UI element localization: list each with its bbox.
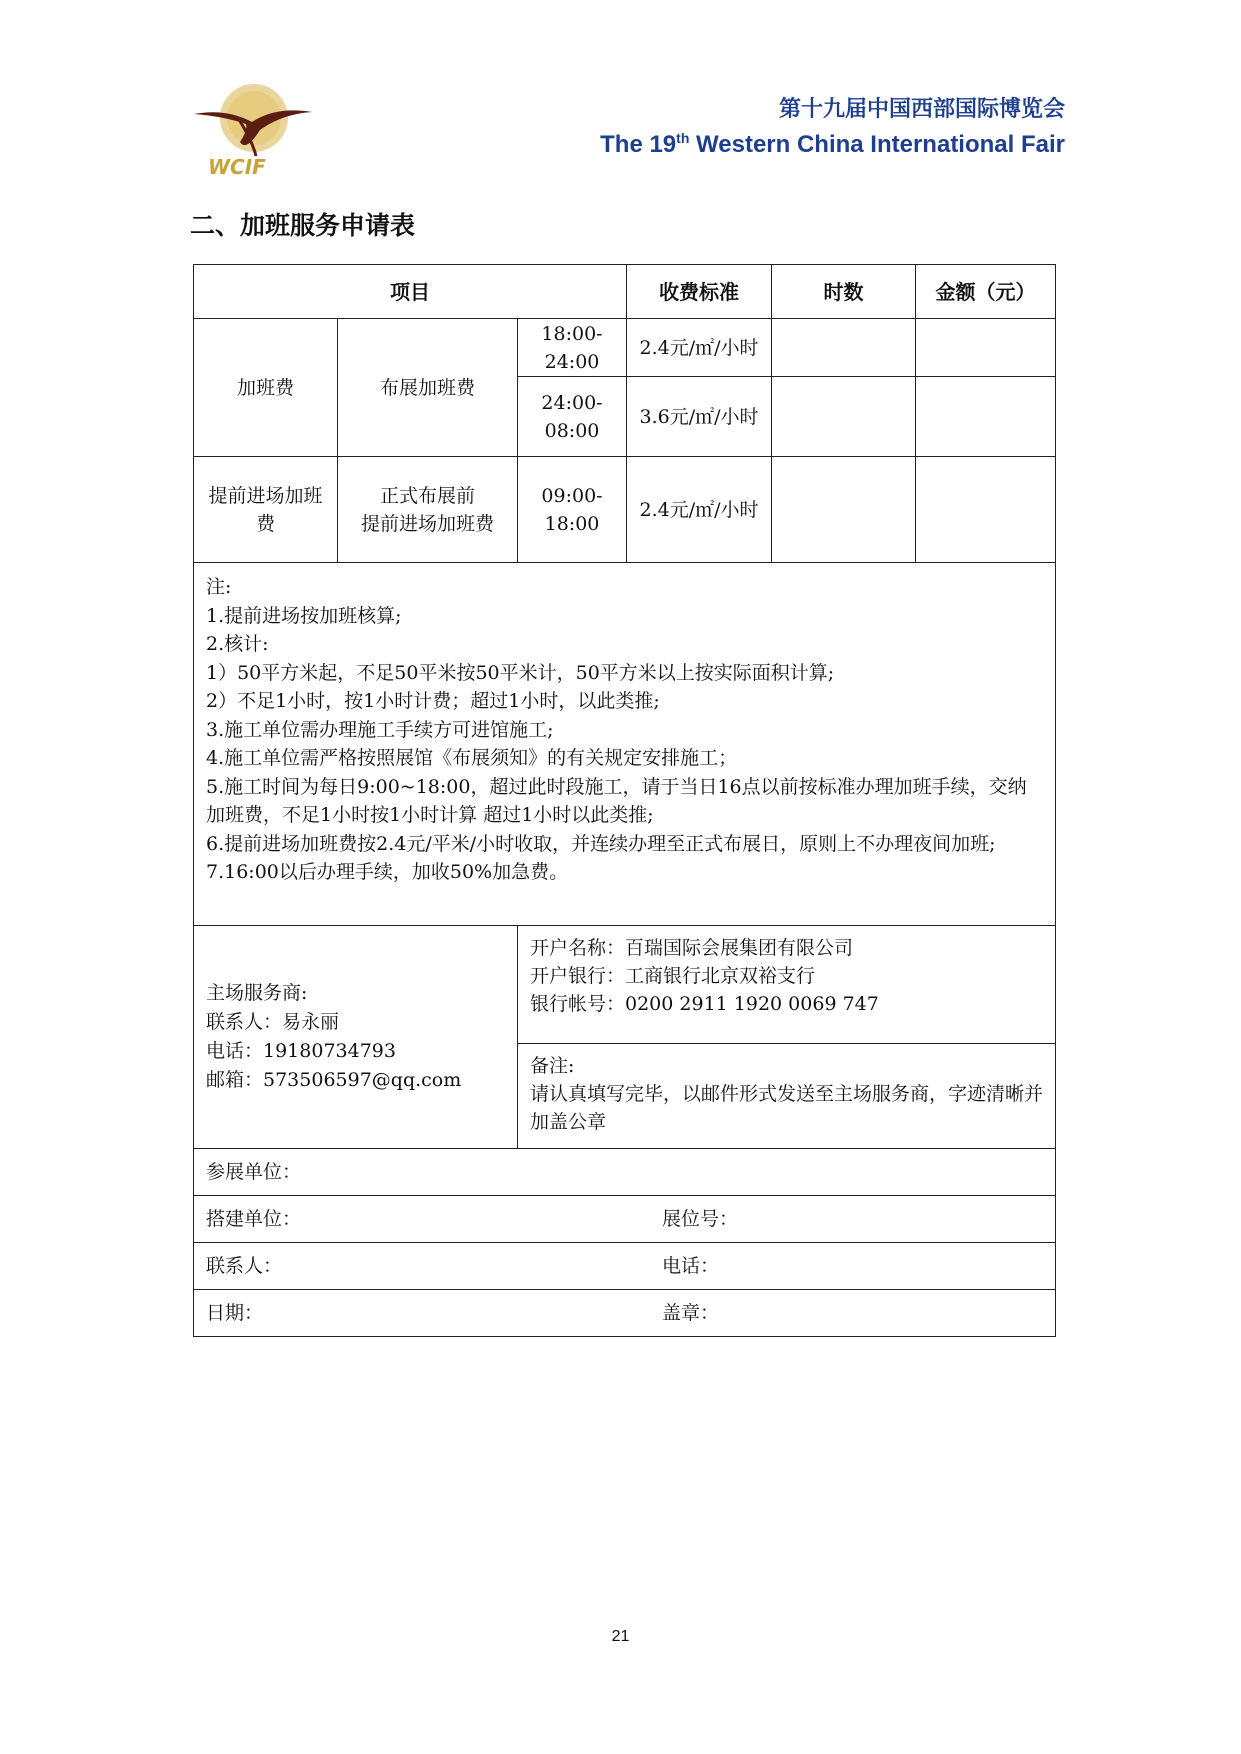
seal-field[interactable]: 盖章： (662, 1302, 720, 1324)
time-range: 09:00-18:00 (518, 457, 627, 563)
notes-cell (194, 563, 1056, 926)
section-title: 二、加班服务申请表 (190, 211, 416, 240)
fair-title-en (600, 130, 1065, 159)
table-row (194, 457, 1056, 563)
wcif-logo (186, 78, 316, 178)
note-line: 1.提前进场按加班核算; (206, 604, 402, 627)
bank-branch: 开户银行：工商银行北京双裕支行 (530, 965, 816, 987)
booth-field[interactable]: 展位号： (662, 1208, 739, 1230)
subitem-early-entry (338, 457, 518, 563)
date-row (194, 1290, 1056, 1337)
builder-field[interactable]: 搭建单位： (206, 1208, 302, 1230)
note-line: 6.提前进场加班费按2.4元/平米/小时收取，并连续办理至正式布展日，原则上不办理夜间加班; (206, 832, 996, 855)
note-line: 5.施工时间为每日9:00~18:00，超过此时段施工，请于当日16点以前按标准办理加班手续，交纳加班费，不足1小时按1小时计算 超过1小时以此类推; (206, 775, 1027, 826)
category-overtime: 加班费 (194, 319, 338, 457)
fair-title-cn: 第十九届中国西部国际博览会 (778, 97, 1065, 122)
subitem-setup-overtime: 布展加班费 (338, 319, 518, 457)
fee-rate: 2.4元/㎡/小时 (627, 457, 772, 563)
service-row (194, 926, 1056, 1044)
hours-input[interactable] (772, 319, 916, 377)
fee-rate: 2.4元/㎡/小时 (627, 319, 772, 377)
hours-input[interactable] (772, 457, 916, 563)
note-line: 2.核计: (206, 633, 269, 655)
header-fee-standard: 收费标准 (627, 265, 772, 319)
exhibitor-row (194, 1149, 1056, 1196)
exhibitor-field[interactable]: 参展单位： (194, 1149, 1056, 1196)
service-email: 邮箱：573506597@qq.com (206, 1069, 462, 1091)
contact-tel-cell (194, 1243, 1056, 1290)
note-line: 4.施工单位需严格按照展馆《布展须知》的有关规定安排施工； (206, 747, 738, 769)
header-amount: 金额（元） (916, 265, 1056, 319)
service-phone: 电话：19180734793 (206, 1040, 396, 1062)
note-line: 7.16:00以后办理手续，加收50%加急费。 (206, 861, 569, 883)
remark-cell (518, 1044, 1056, 1149)
service-contact: 联系人：易永丽 (206, 1011, 340, 1033)
contact-row (194, 1243, 1056, 1290)
builder-row (194, 1196, 1056, 1243)
date-field[interactable]: 日期： (206, 1302, 264, 1324)
fair-title-en-sup: th (676, 130, 690, 146)
service-provider-cell (194, 926, 518, 1149)
header-item: 项目 (194, 265, 627, 319)
fair-title-en-prefix: The 19 (600, 131, 677, 158)
subitem-early-entry-line1: 正式布展前 (379, 484, 475, 507)
fair-title-en-suffix: Western China International Fair (689, 131, 1065, 158)
fee-rate: 3.6元/㎡/小时 (627, 377, 772, 457)
note-line: 1）50平方米起，不足50平米按50平米计，50平方米以上按实际面积计算; (206, 661, 835, 684)
amount-input[interactable] (916, 377, 1056, 457)
page-number: 21 (611, 1628, 630, 1645)
amount-input[interactable] (916, 319, 1056, 377)
time-range: 18:00-24:00 (518, 319, 627, 377)
bank-info-cell (518, 926, 1056, 1044)
subitem-early-entry-line2: 提前进场加班费 (360, 512, 494, 535)
overtime-application-table (193, 264, 1056, 1337)
builder-booth-cell (194, 1196, 1056, 1243)
header-hours: 时数 (772, 265, 916, 319)
hours-input[interactable] (772, 377, 916, 457)
logo-text: WCIF (208, 155, 266, 178)
time-range: 24:00-08:00 (518, 377, 627, 457)
table-header-row (194, 265, 1056, 319)
note-line: 注: (206, 576, 232, 598)
remark-label: 备注: (530, 1055, 575, 1077)
table-row (194, 319, 1056, 377)
remark-text: 请认真填写完毕，以邮件形式发送至主场服务商，字迹清晰并加盖公章 (530, 1083, 1044, 1133)
notes-row (194, 563, 1056, 926)
date-seal-cell (194, 1290, 1056, 1337)
note-line: 3.施工单位需办理施工手续方可进馆施工; (206, 718, 554, 741)
service-provider-label: 主场服务商: (206, 982, 308, 1004)
bank-account-name: 开户名称：百瑞国际会展集团有限公司 (530, 937, 854, 959)
category-early-entry: 提前进场加班费 (194, 457, 338, 563)
bank-account-number: 银行帐号：0200 2911 1920 0069 747 (530, 993, 879, 1015)
wcif-logo-emblem (186, 78, 316, 178)
tel-field[interactable]: 电话： (662, 1255, 720, 1277)
amount-input[interactable] (916, 457, 1056, 563)
note-line: 2）不足1小时，按1小时计费；超过1小时，以此类推; (206, 690, 660, 712)
contact-field[interactable]: 联系人： (206, 1255, 283, 1277)
